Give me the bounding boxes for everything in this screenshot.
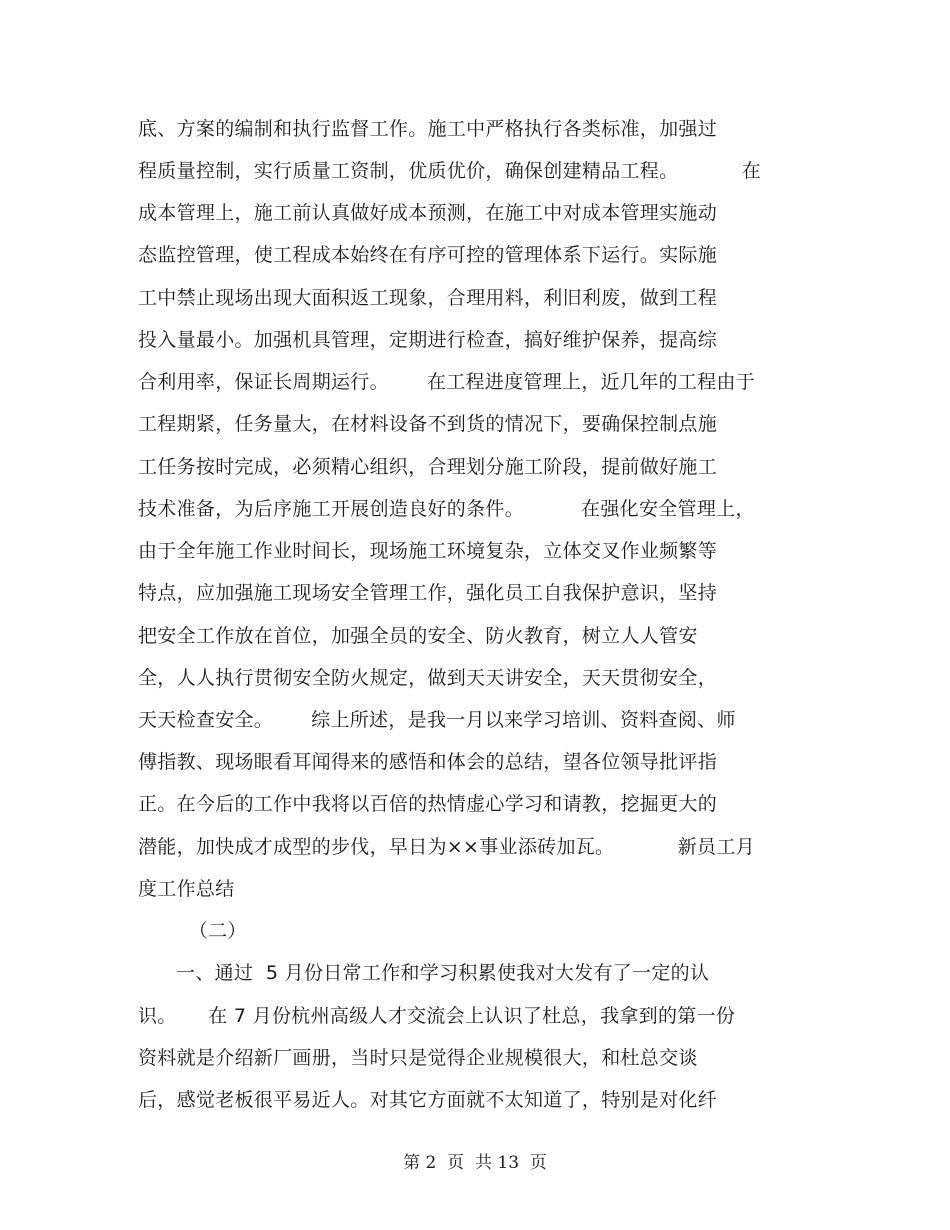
body-line: 成本管理上，施工前认真做好成本预测，在施工中对成本管理实施动 [138,202,718,224]
body-line: 度工作总结 [138,878,235,900]
body-line: 识。 在 7 月份杭州高级人才交流会上认识了杜总，我拿到的第一份 [138,1005,736,1027]
body-line: 态监控管理，使工程成本始终在有序可控的管理体系下运行。实际施 [138,244,718,266]
body-line: 天天检查安全。 综上所述，是我一月以来学习培训、资料查阅、师 [138,709,736,731]
body-line: 合利用率，保证长周期运行。 在工程进度管理上，近几年的工程由于 [138,371,756,393]
body-line: 资料就是介绍新厂画册，当时只是觉得企业规模很大，和杜总交谈 [138,1047,698,1069]
body-line: 傅指教、现场眼看耳闻得来的感悟和体会的总结，望各位领导批评指 [138,751,718,773]
body-line: 正。在今后的工作中我将以百倍的热情虚心学习和请教，挖掘更大的 [138,793,718,815]
body-line: 投入量最小。加强机具管理，定期进行检查，搞好维护保养，提高综 [138,329,718,351]
body-line: 由于全年施工作业时间长，现场施工环境复杂，立体交叉作业频繁等 [138,540,718,562]
body-line: 工中禁止现场出现大面积返工现象，合理用料，利旧利废，做到工程 [138,287,718,309]
body-line: 一、通过 5 月份日常工作和学习积累使我对大发有了一定的认 [138,962,710,984]
body-line: 底、方案的编制和执行监督工作。施工中严格执行各类标准，加强过 [138,118,718,140]
body-line: 技术准备，为后序施工开展创造良好的条件。 在强化安全管理上， [138,498,755,520]
body-line: 程质量控制，实行质量工资制，优质优价，确保创建精品工程。 在 [138,160,762,182]
page-number-footer: 第 2 页 共 13 页 [403,1153,547,1173]
body-line: 全，人人执行贯彻安全防火规定，做到天天讲安全，天天贯彻安全， [138,667,718,689]
section-heading: （二） [138,920,247,942]
body-line: 潜能，加快成才成型的步伐，早日为××事业添砖加瓦。 新员工月 [138,836,755,858]
body-line: 后，感觉老板很平易近人。对其它方面就不太知道了，特别是对化纤 [138,1089,718,1111]
body-line: 特点，应加强施工现场安全管理工作，强化员工自我保护意识，坚持 [138,582,718,604]
body-line: 工任务按时完成，必须精心组织，合理划分施工阶段，提前做好施工 [138,456,718,478]
body-line: 工程期紧，任务量大，在材料设备不到货的情况下，要确保控制点施 [138,413,718,435]
body-line: 把安全工作放在首位，加强全员的安全、防火教育，树立人人管安 [138,625,698,647]
